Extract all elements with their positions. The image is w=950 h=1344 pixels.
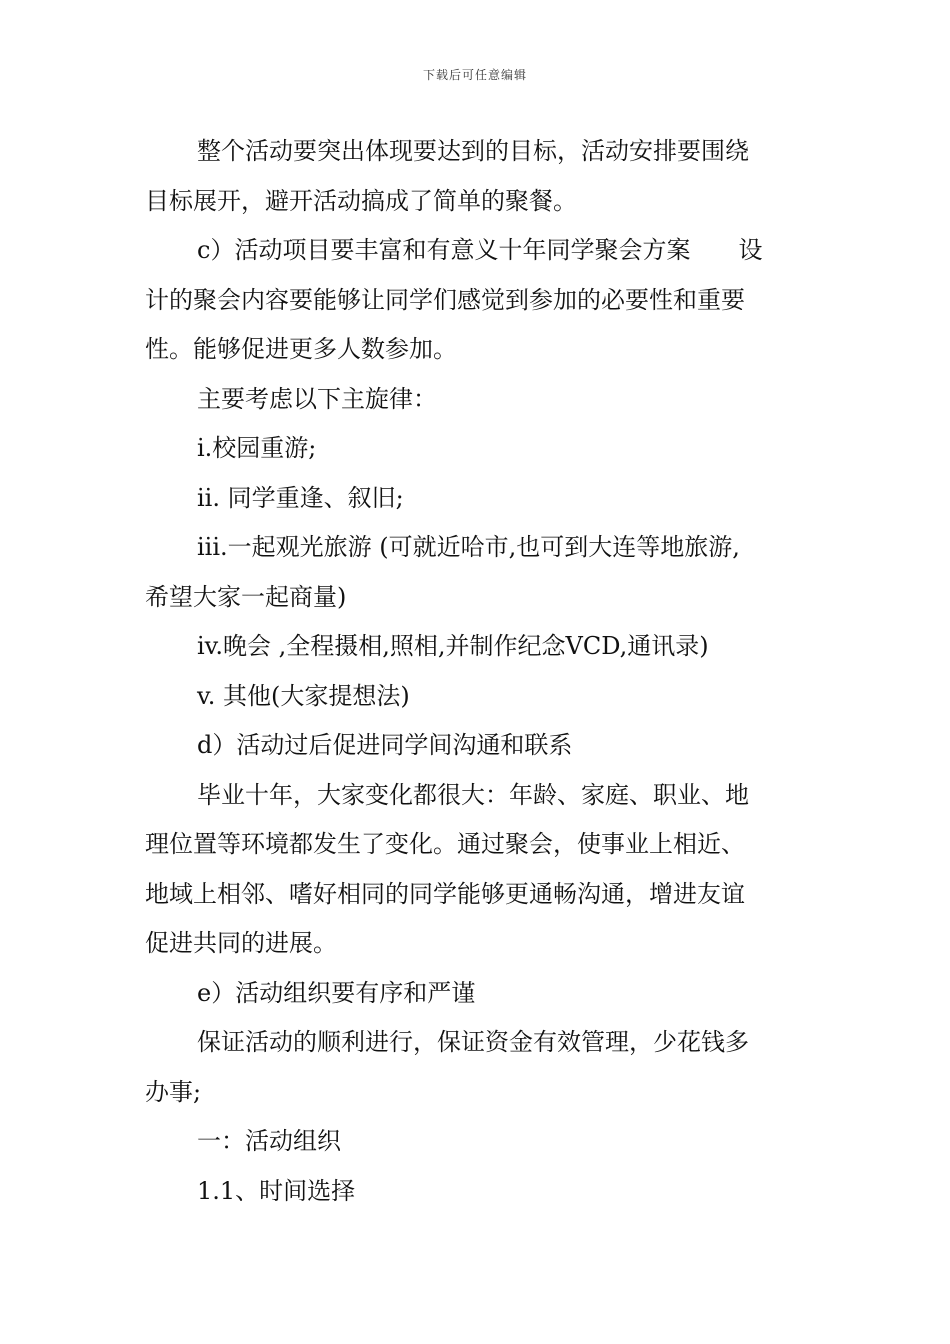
header-note: 下载后可任意编辑 (422, 68, 527, 82)
paragraph-line: c）活动项目要丰富和有意义十年同学聚会方案 设 (197, 236, 763, 264)
paragraph-line: 毕业十年，大家变化都很大：年龄、家庭、职业、地 (197, 780, 749, 809)
section-heading: e）活动组织要有序和严谨 (197, 978, 476, 1007)
section-heading: 一：活动组织 (197, 1127, 341, 1155)
paragraph-line: 办事; (145, 1077, 202, 1106)
paragraph-line: 促进共同的进展。 (145, 929, 337, 957)
paragraph-line: 性。能够促进更多人数参加。 (145, 335, 457, 363)
paragraph-line: 保证活动的顺利进行，保证资金有效管理，少花钱多 (197, 1028, 749, 1056)
subsection-heading: 1.1、时间选择 (197, 1176, 356, 1205)
paragraph-line: 主要考虑以下主旋律： (197, 384, 437, 413)
paragraph-line: 希望大家一起商量) (145, 582, 347, 611)
paragraph-line: 理位置等环境都发生了变化。通过聚会，使事业上相近、 (145, 830, 745, 858)
document-body (145, 127, 815, 1216)
section-heading: d）活动过后促进同学间沟通和联系 (197, 731, 573, 759)
list-item: iv.晚会 ,全程摄相,照相,并制作纪念VCD,通讯录) (197, 632, 709, 660)
list-item: i.校园重游; (197, 434, 317, 462)
paragraph-line: 整个活动要突出体现要达到的目标，活动安排要围绕 (197, 137, 749, 165)
list-item: ii. 同学重逢、叙旧; (197, 483, 404, 512)
list-item: v. 其他(大家提想法) (197, 681, 410, 710)
paragraph-line: 目标展开，避开活动搞成了简单的聚餐。 (145, 186, 577, 215)
paragraph-line: 计的聚会内容要能够让同学们感觉到参加的必要性和重要 (145, 285, 745, 314)
paragraph-line: 地域上相邻、嗜好相同的同学能够更通畅沟通，增进友谊 (145, 879, 745, 908)
list-item: iii.一起观光旅游 (可就近哈市,也可到大连等地旅游, (197, 533, 740, 561)
